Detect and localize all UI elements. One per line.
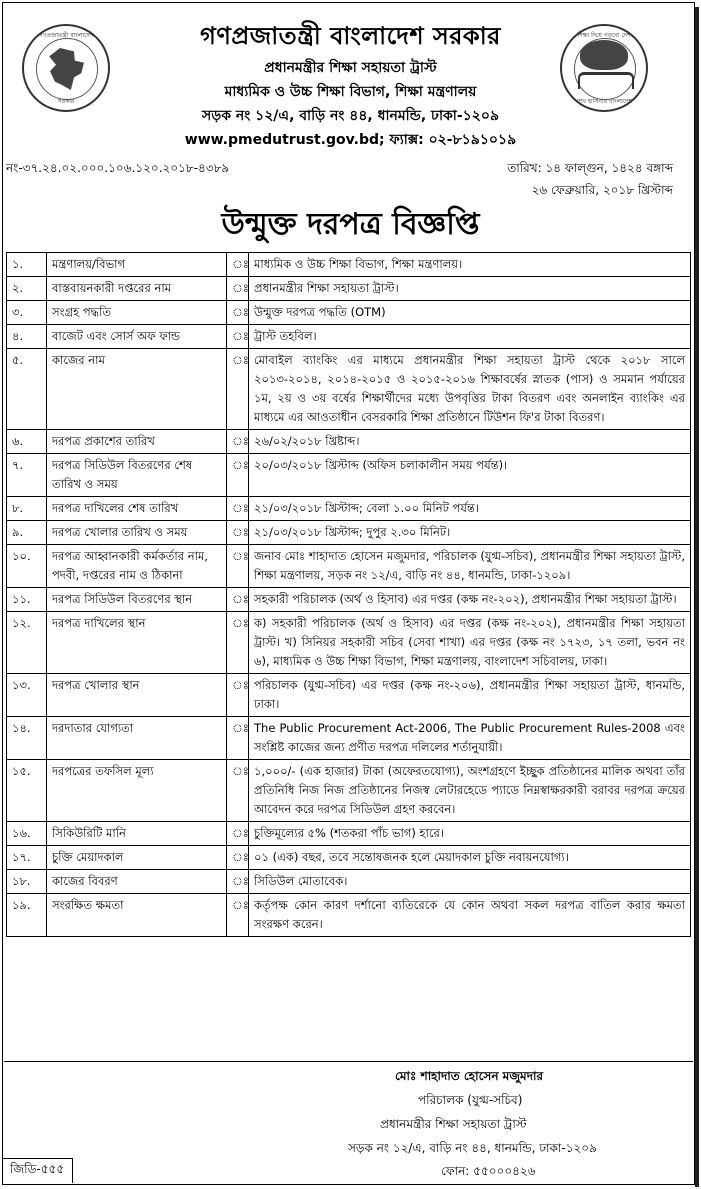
notice-title: উন্মুক্ত দরপত্র বিজ্ঞপ্তি bbox=[221, 207, 480, 242]
table-row bbox=[7, 846, 691, 870]
item-colon: ঃ bbox=[227, 846, 249, 870]
item-value: জনাব মোঃ শাহাদাত হোসেন মজুমদার, পরিচালক (যুগ্ম-সচিব), প্রধানমন্ত্রীর শিক্ষা সহায়তা ট্রাস্ট, শিক্ষা মন্ত্রণালয়, সড়ক নং ১২/এ, বাড়ি নং ৪৪, ধানমন্ডি, ঢাকা-১২০৯। bbox=[249, 545, 691, 588]
item-number: ৩. bbox=[7, 301, 47, 325]
item-label: দরপত্র খোলার স্থান bbox=[47, 674, 227, 717]
item-number: ১৫. bbox=[7, 760, 47, 822]
trust-name: প্রধানমন্ত্রীর শিক্ষা সহায়তা ট্রাস্ট bbox=[264, 60, 437, 76]
table-row bbox=[7, 822, 691, 846]
table-row bbox=[7, 301, 691, 325]
item-label: দরপত্র খোলার তারিখ ও সময় bbox=[47, 521, 227, 545]
item-value: ২৬/০২/২০১৮ খ্রিষ্টাব্দ। bbox=[249, 430, 691, 454]
table-row bbox=[7, 588, 691, 612]
item-value: উন্মুক্ত দরপত্র পদ্ধতি (OTM) bbox=[249, 301, 691, 325]
item-value: ২০/০৩/২০১৮ খ্রিস্টাব্দ (অফিস চলাকালীন সময় পর্যন্ত)। bbox=[249, 454, 691, 497]
item-number: ৮. bbox=[7, 497, 47, 521]
table-row bbox=[7, 497, 691, 521]
item-number: ৯. bbox=[7, 521, 47, 545]
item-value: চুক্তিমূল্যের ৫% (শতকরা পাঁচ ভাগ) হারে। bbox=[249, 822, 691, 846]
item-value: ০১ (এক) বছর, তবে সন্তোষজনক হলে মেয়াদকাল চুক্তি নবায়নযোগ্য। bbox=[249, 846, 691, 870]
table-row bbox=[7, 430, 691, 454]
tender-details-table bbox=[6, 252, 691, 937]
reference-code: জিডি-৫৫৫ bbox=[2, 1158, 73, 1183]
item-label: দরপত্র সিডিউল বিতরণের শেষ তারিখ ও সময় bbox=[47, 454, 227, 497]
item-value: মোবাইল ব্যাংকিং এর মাধ্যমে প্রধানমন্ত্রীর শিক্ষা সহায়তা ট্রাস্ট থেকে ২০১৮ সালে ২০১৩-২০১৪, ২০১৪-২০১৫ ও ২০১৫-২০১৬ শিক্ষাবর্ষের স্নাতক (পাস) ও সমমান পর্যায়ের ১ম, ২য় ও ৩য় বর্ষের শিক্ষার্থীদের মধ্যে উপবৃত্তির টাকা বিতরণ এবং অনলাইন ব্যাংকিং এর মাধ্যমে এর আওতাধীন বেসরকারি শিক্ষা প্রতিষ্ঠানে টিউশন ফি'র টাকা বিতরণ। bbox=[249, 349, 691, 430]
item-number: ১১. bbox=[7, 588, 47, 612]
item-number: ১৩. bbox=[7, 674, 47, 717]
item-label: কাজের নাম bbox=[47, 349, 227, 430]
seal-left-top-text: গণপ্রজাতন্ত্রী বাংলাদেশ bbox=[38, 32, 94, 39]
item-value: ট্রাস্ট তহবিল। bbox=[249, 325, 691, 349]
item-number: ১০. bbox=[7, 545, 47, 588]
table-row bbox=[7, 521, 691, 545]
government-title: গণপ্রজাতন্ত্রী বাংলাদেশ সরকার bbox=[200, 22, 501, 50]
item-value: ক) সহকারী পরিচালক (অর্থ ও হিসাব) এর দপ্তর (কক্ষ নং-২০২), প্রধানমন্ত্রীর শিক্ষা সহায়তা ট্রাস্ট। খ) সিনিয়র সহকারী সচিব (সেবা শাখা) এর দপ্তর (কক্ষ নং ১৭২৩, ১৭ তলা, ভবন নং ৬), মাধ্যমিক ও উচ্চ শিক্ষা বিভাগ, শিক্ষা মন্ত্রণালয়, বাংলাদেশ সচিবালয়, ঢাকা। bbox=[249, 612, 691, 674]
item-colon: ঃ bbox=[227, 301, 249, 325]
table-row bbox=[7, 277, 691, 301]
table-row bbox=[7, 325, 691, 349]
item-value: সিডিউল মোতাবেক। bbox=[249, 870, 691, 894]
table-row bbox=[7, 454, 691, 497]
item-number: ১৭. bbox=[7, 846, 47, 870]
item-colon: ঃ bbox=[227, 822, 249, 846]
signature-divider bbox=[4, 1061, 693, 1062]
item-colon: ঃ bbox=[227, 521, 249, 545]
item-number: ৫. bbox=[7, 349, 47, 430]
item-label: দরপত্র আহ্বানকারী কর্মকর্তার নাম, পদবী, দপ্তরের নাম ও ঠিকানা bbox=[47, 545, 227, 588]
signatory-address: সড়ক নং ১২/এ, বাড়ি নং ৪৪, ধানমন্ডি, ঢাকা-১২০৯ bbox=[348, 1141, 597, 1155]
item-value: প্রধানমন্ত্রীর শিক্ষা সহায়তা ট্রাস্ট। bbox=[249, 277, 691, 301]
item-number: ১. bbox=[7, 253, 47, 277]
item-colon: ঃ bbox=[227, 349, 249, 430]
signatory-organization: প্রধানমন্ত্রীর শিক্ষা সহায়তা ট্রাস্ট bbox=[380, 1117, 527, 1131]
item-number: ৪. bbox=[7, 325, 47, 349]
item-number: ১৬. bbox=[7, 822, 47, 846]
memo-number: নং-৩৭.২৪.০২.০০০.১০৬.১২০.২০১৮-৪৩৮৯ bbox=[6, 161, 230, 175]
signatory-phone: ফোন: ৫৫০০০৪২৬ bbox=[441, 1164, 536, 1178]
division-name: মাধ্যমিক ও উচ্চ শিক্ষা বিভাগ, শিক্ষা মন্ত্রণালয় bbox=[224, 84, 477, 100]
table-row bbox=[7, 870, 691, 894]
item-value: সহকারী পরিচালক (অর্থ ও হিসাব) এর দপ্তর (কক্ষ নং-২০২), প্রধানমন্ত্রীর শিক্ষা সহায়তা ট্রাস্ট। bbox=[249, 588, 691, 612]
item-label: সংগ্রহ পদ্ধতি bbox=[47, 301, 227, 325]
item-number: ১৮. bbox=[7, 870, 47, 894]
item-colon: ঃ bbox=[227, 894, 249, 937]
table-row bbox=[7, 760, 691, 822]
web-fax-contact: www.pmedutrust.gov.bd; ফ্যাক্স: ০২-৮১৯১০১৯ bbox=[184, 132, 517, 148]
item-value: ২১/০৩/২০১৮ খ্রিস্টাব্দ; দুপুর ২.৩০ মিনিট। bbox=[249, 521, 691, 545]
item-value: পরিচালক (যুগ্ম-সচিব) এর দপ্তর (কক্ষ নং-২০৬), প্রধানমন্ত্রীর শিক্ষা সহায়তা ট্রাস্ট, ধানমন্ডি, ঢাকা। bbox=[249, 674, 691, 717]
table-row bbox=[7, 545, 691, 588]
date-bangla: তারিখ: ১৪ ফাল্গুন, ১৪২৪ বঙ্গাব্দ bbox=[507, 161, 673, 175]
item-value: ১,০০০/- (এক হাজার) টাকা (অফেরতযোগ্য), অংশগ্রহণে ইচ্ছুক প্রতিষ্ঠানের মালিক অথবা তাঁর প্রতিনিধি নিজ নিজ প্রতিষ্ঠানের নিজস্ব লেটারহেডে প্যাডে নিম্নস্বাক্ষরকারী বরাবর দরপত্র ক্রয়ের আবেদন করে দরপত্র সিডিউল গ্রহণ করবেন। bbox=[249, 760, 691, 822]
item-number: ১৯. bbox=[7, 894, 47, 937]
item-label: দরদাতার যোগ্যতা bbox=[47, 717, 227, 760]
office-address: সড়ক নং ১২/এ, বাড়ি নং ৪৪, ধানমন্ডি, ঢাকা-১২০৯ bbox=[201, 108, 500, 124]
table-row bbox=[7, 349, 691, 430]
item-colon: ঃ bbox=[227, 674, 249, 717]
item-number: ২. bbox=[7, 277, 47, 301]
item-colon: ঃ bbox=[227, 870, 249, 894]
item-colon: ঃ bbox=[227, 325, 249, 349]
item-colon: ঃ bbox=[227, 497, 249, 521]
item-colon: ঃ bbox=[227, 717, 249, 760]
item-colon: ঃ bbox=[227, 545, 249, 588]
table-row bbox=[7, 612, 691, 674]
item-label: মন্ত্রণালয়/বিভাগ bbox=[47, 253, 227, 277]
item-colon: ঃ bbox=[227, 454, 249, 497]
item-label: বাজেট এবং সোর্স অফ ফান্ড bbox=[47, 325, 227, 349]
seal-left-bottom-text: সরকার bbox=[57, 98, 75, 105]
item-number: ১৪. bbox=[7, 717, 47, 760]
item-number: ১২. bbox=[7, 612, 47, 674]
item-number: ৭. bbox=[7, 454, 47, 497]
item-label: দরপত্র সিডিউল বিতরণের স্থান bbox=[47, 588, 227, 612]
item-colon: ঃ bbox=[227, 430, 249, 454]
item-colon: ঃ bbox=[227, 760, 249, 822]
item-colon: ঃ bbox=[227, 588, 249, 612]
seal-right-top-text: শিক্ষা দিয়ে গড়বো দেশ bbox=[577, 32, 631, 39]
item-value: কর্তৃপক্ষ কোন কারণ দর্শানো ব্যতিরেকে যে কোন অথবা সকল দরপত্র বাতিল করার ক্ষমতা সংরক্ষণ করেন। bbox=[249, 894, 691, 937]
item-label: দরপত্র প্রকাশের তারিখ bbox=[47, 430, 227, 454]
item-label: সংরক্ষিত ক্ষমতা bbox=[47, 894, 227, 937]
item-label: সিকিউরিটি মানি bbox=[47, 822, 227, 846]
seal-right-bottom-text: শেখ হাসিনার বাংলাদেশ bbox=[576, 98, 632, 105]
item-label: বাস্তবায়নকারী দপ্তরের নাম bbox=[47, 277, 227, 301]
table-row bbox=[7, 894, 691, 937]
item-value: The Public Procurement Act-2006, The Public Procurement Rules-2008 এবং সংশ্লিষ্ট কাজের জন্য প্রণীত দরপত্র দলিলের শর্তানুযায়ী। bbox=[249, 717, 691, 760]
item-value: মাধ্যমিক ও উচ্চ শিক্ষা বিভাগ, শিক্ষা মন্ত্রণালয়। bbox=[249, 253, 691, 277]
table-row bbox=[7, 717, 691, 760]
item-colon: ঃ bbox=[227, 253, 249, 277]
item-colon: ঃ bbox=[227, 277, 249, 301]
item-label: চুক্তি মেয়াদকাল bbox=[47, 846, 227, 870]
table-row bbox=[7, 253, 691, 277]
signatory-name: মোঃ শাহাদাত হোসেন মজুমদার bbox=[395, 1069, 544, 1083]
item-colon: ঃ bbox=[227, 612, 249, 674]
signatory-designation: পরিচালক (যুগ্ম-সচিব) bbox=[418, 1093, 523, 1107]
date-english: ২৬ ফেব্রুয়ারি, ২০১৮ খ্রিস্টাব্দ bbox=[531, 183, 673, 197]
table-row bbox=[7, 674, 691, 717]
item-value: ২১/০৩/২০১৮ খ্রিস্টাব্দ; বেলা ১.০০ মিনিট পর্যন্ত। bbox=[249, 497, 691, 521]
item-label: দরপত্র দাখিলের শেষ তারিখ bbox=[47, 497, 227, 521]
item-number: ৬. bbox=[7, 430, 47, 454]
item-label: দরপত্রের তফসিল মূল্য bbox=[47, 760, 227, 822]
item-label: দরপত্র দাখিলের স্থান bbox=[47, 612, 227, 674]
item-label: কাজের বিবরণ bbox=[47, 870, 227, 894]
